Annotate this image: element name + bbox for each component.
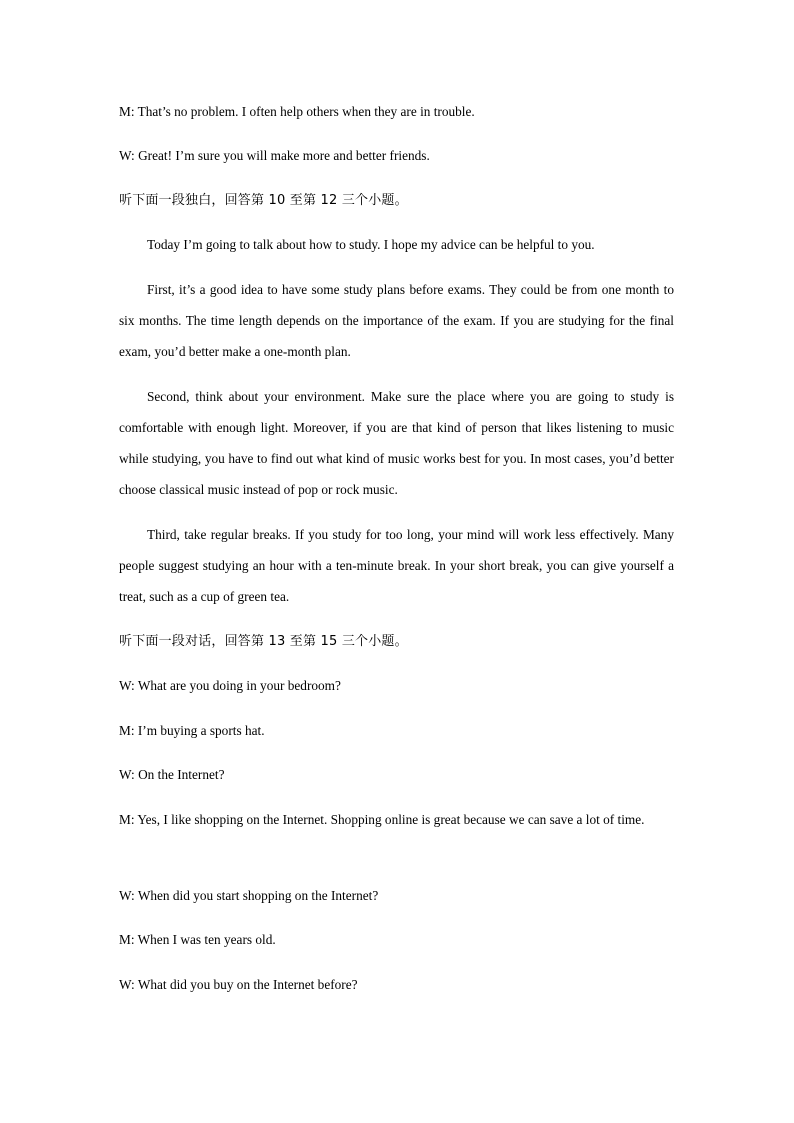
section-heading: 听下面一段独白，回答第 10 至第 12 三个小题。 — [119, 193, 408, 208]
dialogue-line: M: That’s no problem. I often help others when they are in trouble. — [119, 104, 475, 119]
dialogue-line: M: Yes, I like shopping on the Internet. Shopping online is great because we can save a lot of time. — [119, 812, 645, 827]
monologue-paragraph: Third, take regular breaks. If you study for too long, your mind will work less effectively. Many people suggest studying an hour with a ten-minute break. In your short break, you can give yourself a treat, such as a cup of green tea. — [119, 527, 674, 604]
dialogue-line: M: I’m buying a sports hat. — [119, 723, 265, 738]
dialogue-line: W: Great! I’m sure you will make more and better friends. — [119, 148, 430, 163]
section-heading: 听下面一段对话，回答第 13 至第 15 三个小题。 — [119, 634, 408, 649]
dialogue-line: M: When I was ten years old. — [119, 932, 276, 947]
dialogue-line: W: On the Internet? — [119, 767, 225, 782]
monologue-paragraph: Today I’m going to talk about how to study. I hope my advice can be helpful to you. — [147, 237, 595, 252]
dialogue-line: W: When did you start shopping on the Internet? — [119, 888, 379, 903]
dialogue-line: W: What did you buy on the Internet before? — [119, 977, 358, 992]
monologue-paragraph: First, it’s a good idea to have some study plans before exams. They could be from one month to six months. The time length depends on the importance of the exam. If you are studying for the final exam, you’d better make a one-month plan. — [119, 282, 674, 359]
dialogue-line: W: What are you doing in your bedroom? — [119, 678, 341, 693]
monologue-paragraph: Second, think about your environment. Make sure the place where you are going to study is comfortable with enough light. Moreover, if you are that kind of person that likes listening to music while studying, you have to find out what kind of music works best for you. In most cases, you’d better choose classical music instead of pop or rock music. — [119, 389, 674, 497]
